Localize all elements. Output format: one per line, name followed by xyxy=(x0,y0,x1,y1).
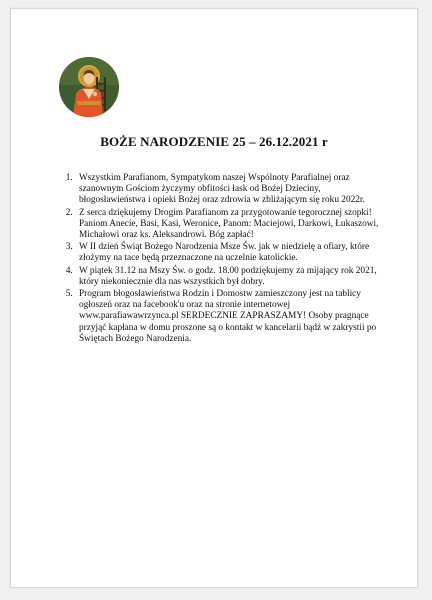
list-item: 3. W II dzień Świąt Bożego Narodzenia Msze Św. jak w niedzielę a ofiary, które złożymy na tace będą przeznaczone na uczelnie katolickie. xyxy=(75,242,385,264)
list-item: 1. Wszystkim Parafianom, Sympatykom naszej Wspólnoty Parafialnej oraz szanownym Gościom życzymy obfitości łask od Bożej Dzieciny, błogosławieństwa i opieki Bożej oraz zdrowia w zbliżającym się roku 2022r. xyxy=(75,173,385,207)
page-title: BOŻE NARODZENIE 25 – 26.12.2021 r xyxy=(100,134,328,149)
saint-icon xyxy=(59,57,119,117)
announcement-list xyxy=(63,173,385,346)
document-page xyxy=(10,8,418,588)
list-item: 2. Z serca dziękujemy Drogim Parafianom za przygotowanie tegorocznej szopki! Paniom Anecie, Basi, Kasi, Weronice, Panom: Maciejowi, Darkowi, Łukaszowi, Michałowi oraz ks. Aleksandrowi. Bóg zapłać! xyxy=(75,208,385,242)
list-item: 5. Program błogosławieństwa Rodzin i Domostw zamieszczony jest na tablicy ogłoszeń oraz na facebook'u oraz na stronie internetowej www.parafiawawrzynca.pl SERDECZNIE ZAPRASZAMY! Osoby pragnące przyjąć kapłana w domu proszone są o kontakt w kancelarii bądź w zakrystii po Świętach Bożego Narodzenia. xyxy=(75,289,385,345)
list-item: 4. W piątek 31.12 na Mszy Św. o godz. 18.00 podziękujemy za mijający rok 2021, który niekoniecznie dla nas wszystkich był dobry. xyxy=(75,266,385,288)
